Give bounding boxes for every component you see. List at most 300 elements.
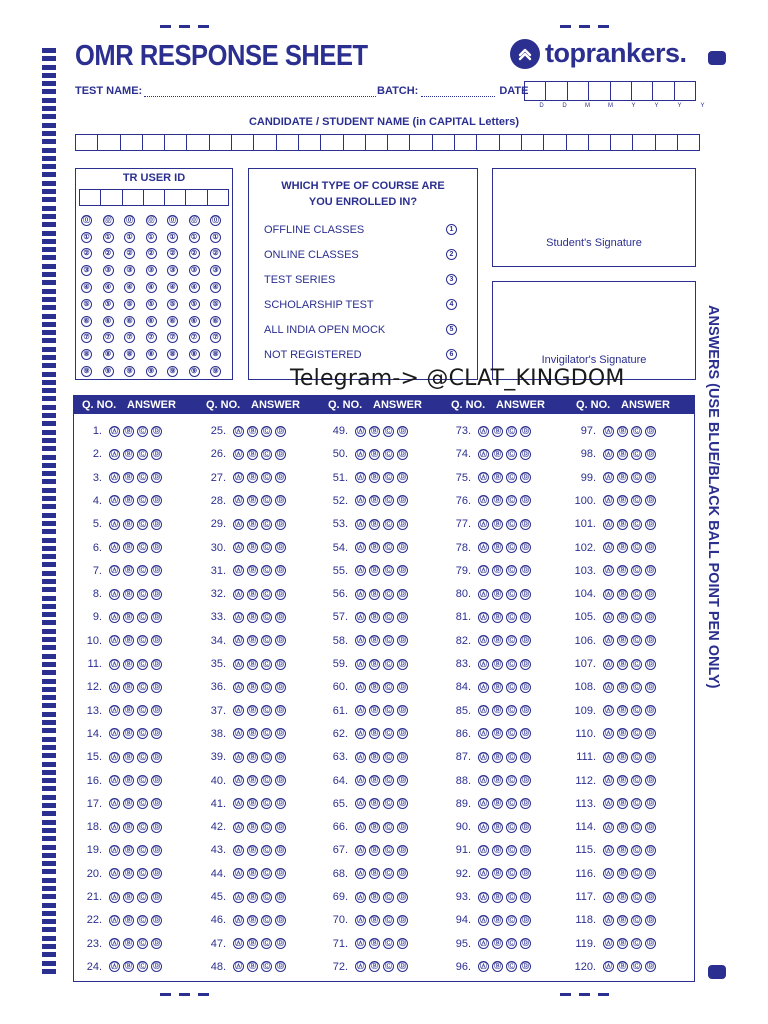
answer-bubble-d[interactable]: Ⓓ	[153, 520, 160, 528]
answer-bubble-d[interactable]: Ⓓ	[277, 567, 284, 575]
answer-bubble-a[interactable]: Ⓐ	[357, 916, 364, 924]
answer-bubble-c[interactable]: Ⓒ	[633, 567, 640, 575]
answer-bubble-c[interactable]: Ⓒ	[508, 520, 515, 528]
answer-bubble-a[interactable]: Ⓐ	[235, 613, 242, 621]
user-id-bubble[interactable]: ⑨	[189, 366, 200, 377]
answer-bubble-d[interactable]: Ⓓ	[647, 474, 654, 482]
answer-bubble-c[interactable]: Ⓒ	[139, 730, 146, 738]
answer-bubble-c[interactable]: Ⓒ	[508, 660, 515, 668]
answer-bubble-b[interactable]: Ⓑ	[619, 753, 626, 761]
user-id-bubble[interactable]: ⑨	[210, 366, 221, 377]
answer-bubble-b[interactable]: Ⓑ	[494, 963, 501, 971]
answer-bubble-b[interactable]: Ⓑ	[619, 613, 626, 621]
answer-bubble-a[interactable]: Ⓐ	[235, 660, 242, 668]
name-letter-box[interactable]	[455, 134, 477, 151]
user-id-bubble[interactable]: ④	[146, 282, 157, 293]
answer-bubble-d[interactable]: Ⓓ	[647, 916, 654, 924]
answer-bubble-b[interactable]: Ⓑ	[249, 753, 256, 761]
user-id-bubble[interactable]: ⑤	[124, 299, 135, 310]
answer-bubble-b[interactable]: Ⓑ	[371, 613, 378, 621]
answer-bubble-d[interactable]: Ⓓ	[399, 497, 406, 505]
user-id-bubble[interactable]: ②	[146, 248, 157, 259]
answer-bubble-a[interactable]: Ⓐ	[235, 707, 242, 715]
tr-user-id-bubbles[interactable]	[81, 212, 232, 380]
answer-bubble-a[interactable]: Ⓐ	[111, 707, 118, 715]
answer-bubble-c[interactable]: Ⓒ	[263, 753, 270, 761]
answer-bubble-d[interactable]: Ⓓ	[399, 846, 406, 854]
answer-bubble-a[interactable]: Ⓐ	[235, 683, 242, 691]
answer-bubble-c[interactable]: Ⓒ	[139, 637, 146, 645]
answer-bubble-b[interactable]: Ⓑ	[619, 963, 626, 971]
answer-bubble-b[interactable]: Ⓑ	[619, 474, 626, 482]
answer-bubble-b[interactable]: Ⓑ	[371, 637, 378, 645]
answer-bubble-b[interactable]: Ⓑ	[371, 870, 378, 878]
course-option[interactable]	[264, 249, 457, 261]
answer-bubble-d[interactable]: Ⓓ	[522, 846, 529, 854]
answer-bubble-b[interactable]: Ⓑ	[494, 613, 501, 621]
answer-bubble-a[interactable]: Ⓐ	[480, 870, 487, 878]
answer-bubble-c[interactable]: Ⓒ	[633, 427, 640, 435]
answer-bubble-a[interactable]: Ⓐ	[235, 730, 242, 738]
answer-bubble-b[interactable]: Ⓑ	[125, 893, 132, 901]
answer-bubble-d[interactable]: Ⓓ	[647, 730, 654, 738]
answer-bubble-d[interactable]: Ⓓ	[399, 870, 406, 878]
answer-bubble-b[interactable]: Ⓑ	[371, 916, 378, 924]
answer-bubble-b[interactable]: Ⓑ	[494, 660, 501, 668]
user-id-bubble[interactable]: ⑤	[81, 299, 92, 310]
answer-bubble-b[interactable]: Ⓑ	[619, 707, 626, 715]
answer-bubble-c[interactable]: Ⓒ	[633, 707, 640, 715]
answer-bubble-c[interactable]: Ⓒ	[633, 590, 640, 598]
user-id-bubble[interactable]: ⑨	[81, 366, 92, 377]
answer-bubble-b[interactable]: Ⓑ	[371, 544, 378, 551]
name-letter-box[interactable]	[366, 134, 388, 151]
course-option-bubble[interactable]: 4	[446, 299, 457, 310]
answer-bubble-a[interactable]: Ⓐ	[357, 544, 364, 551]
answer-bubble-c[interactable]: Ⓒ	[385, 940, 392, 948]
name-letter-box[interactable]	[410, 134, 432, 151]
answer-bubble-b[interactable]: Ⓑ	[494, 753, 501, 761]
answer-bubble-c[interactable]: Ⓒ	[633, 870, 640, 878]
answer-bubble-c[interactable]: Ⓒ	[633, 660, 640, 668]
answer-bubble-d[interactable]: Ⓓ	[277, 777, 284, 784]
answer-bubble-d[interactable]: Ⓓ	[522, 637, 529, 645]
answer-bubble-d[interactable]: Ⓓ	[522, 707, 529, 715]
answer-bubble-b[interactable]: Ⓑ	[494, 800, 501, 808]
answer-bubble-d[interactable]: Ⓓ	[647, 870, 654, 878]
name-letter-box[interactable]	[121, 134, 143, 151]
answer-bubble-d[interactable]: Ⓓ	[399, 753, 406, 761]
user-id-digit-box[interactable]	[101, 189, 122, 206]
answer-bubble-c[interactable]: Ⓒ	[385, 800, 392, 808]
answer-bubble-d[interactable]: Ⓓ	[153, 800, 160, 808]
answer-bubble-b[interactable]: Ⓑ	[249, 544, 256, 551]
answer-bubble-b[interactable]: Ⓑ	[371, 520, 378, 528]
date-boxes[interactable]	[524, 81, 696, 101]
answer-bubble-a[interactable]: Ⓐ	[605, 846, 612, 854]
answer-bubble-c[interactable]: Ⓒ	[263, 846, 270, 854]
answer-bubble-b[interactable]: Ⓑ	[619, 800, 626, 808]
answer-bubble-a[interactable]: Ⓐ	[480, 637, 487, 645]
answer-bubble-d[interactable]: Ⓓ	[647, 940, 654, 948]
answer-bubble-b[interactable]: Ⓑ	[249, 520, 256, 528]
user-id-bubble[interactable]: ⑥	[124, 316, 135, 327]
answer-bubble-d[interactable]: Ⓓ	[153, 450, 160, 458]
answer-bubble-c[interactable]: Ⓒ	[139, 544, 146, 551]
answer-bubble-c[interactable]: Ⓒ	[263, 800, 270, 808]
answer-bubble-b[interactable]: Ⓑ	[125, 683, 132, 691]
answer-bubble-b[interactable]: Ⓑ	[125, 730, 132, 738]
name-letter-box[interactable]	[656, 134, 678, 151]
date-box[interactable]	[525, 81, 546, 101]
answer-bubble-a[interactable]: Ⓐ	[480, 497, 487, 505]
answer-bubble-d[interactable]: Ⓓ	[647, 450, 654, 458]
answer-bubble-b[interactable]: Ⓑ	[371, 683, 378, 691]
answer-bubble-b[interactable]: Ⓑ	[125, 940, 132, 948]
user-id-bubble[interactable]: ①	[81, 232, 92, 243]
answer-bubble-b[interactable]: Ⓑ	[494, 916, 501, 924]
answer-bubble-a[interactable]: Ⓐ	[235, 800, 242, 808]
answer-bubble-a[interactable]: Ⓐ	[605, 683, 612, 691]
answer-bubble-c[interactable]: Ⓒ	[385, 893, 392, 901]
answer-bubble-b[interactable]: Ⓑ	[494, 870, 501, 878]
answer-bubble-b[interactable]: Ⓑ	[125, 800, 132, 808]
answer-bubble-b[interactable]: Ⓑ	[619, 427, 626, 435]
user-id-bubble[interactable]: ③	[210, 265, 221, 276]
candidate-name-boxes[interactable]	[75, 134, 700, 151]
answer-bubble-c[interactable]: Ⓒ	[508, 800, 515, 808]
answer-bubble-c[interactable]: Ⓒ	[633, 753, 640, 761]
answer-bubble-c[interactable]: Ⓒ	[139, 846, 146, 854]
answer-bubble-a[interactable]: Ⓐ	[357, 450, 364, 458]
answer-bubble-d[interactable]: Ⓓ	[399, 800, 406, 808]
course-option[interactable]	[264, 274, 457, 286]
answer-bubble-b[interactable]: Ⓑ	[619, 823, 626, 831]
user-id-bubble[interactable]: ⑧	[124, 349, 135, 360]
answer-bubble-c[interactable]: Ⓒ	[263, 544, 270, 551]
user-id-bubble[interactable]: ⑨	[124, 366, 135, 377]
answer-bubble-c[interactable]: Ⓒ	[263, 707, 270, 715]
answer-bubble-b[interactable]: Ⓑ	[249, 427, 256, 435]
answer-bubble-c[interactable]: Ⓒ	[633, 544, 640, 551]
user-id-bubble[interactable]: ⑧	[146, 349, 157, 360]
answer-bubble-d[interactable]: Ⓓ	[277, 753, 284, 761]
answer-bubble-a[interactable]: Ⓐ	[357, 520, 364, 528]
answer-bubble-d[interactable]: Ⓓ	[277, 613, 284, 621]
answer-bubble-d[interactable]: Ⓓ	[153, 730, 160, 738]
name-letter-box[interactable]	[321, 134, 343, 151]
user-id-bubble[interactable]: ⓪	[126, 216, 133, 224]
answer-bubble-b[interactable]: Ⓑ	[371, 660, 378, 668]
answer-bubble-b[interactable]: Ⓑ	[371, 730, 378, 738]
user-id-bubble[interactable]: ①	[146, 232, 157, 243]
user-id-bubble[interactable]: ⑧	[167, 349, 178, 360]
name-letter-box[interactable]	[232, 134, 254, 151]
answer-bubble-c[interactable]: Ⓒ	[263, 474, 270, 482]
answer-bubble-a[interactable]: Ⓐ	[235, 846, 242, 854]
answer-bubble-c[interactable]: Ⓒ	[508, 963, 515, 971]
answer-bubble-c[interactable]: Ⓒ	[508, 427, 515, 435]
answer-bubble-c[interactable]: Ⓒ	[633, 916, 640, 924]
answer-bubble-a[interactable]: Ⓐ	[605, 777, 612, 784]
answer-bubble-c[interactable]: Ⓒ	[385, 544, 392, 551]
answer-bubble-d[interactable]: Ⓓ	[153, 846, 160, 854]
answer-bubble-a[interactable]: Ⓐ	[480, 940, 487, 948]
answer-bubble-a[interactable]: Ⓐ	[357, 497, 364, 505]
answer-bubble-c[interactable]: Ⓒ	[508, 567, 515, 575]
answer-bubble-b[interactable]: Ⓑ	[125, 427, 132, 435]
answer-bubble-a[interactable]: Ⓐ	[480, 683, 487, 691]
answer-bubble-d[interactable]: Ⓓ	[277, 940, 284, 948]
answer-bubble-c[interactable]: Ⓒ	[385, 590, 392, 598]
answer-bubble-c[interactable]: Ⓒ	[139, 520, 146, 528]
answer-bubble-a[interactable]: Ⓐ	[111, 870, 118, 878]
user-id-bubble[interactable]: ⑨	[167, 366, 178, 377]
answer-bubble-a[interactable]: Ⓐ	[235, 520, 242, 528]
answer-bubble-a[interactable]: Ⓐ	[605, 916, 612, 924]
user-id-bubble[interactable]: ⑨	[103, 366, 114, 377]
answer-bubble-b[interactable]: Ⓑ	[619, 940, 626, 948]
answer-bubble-b[interactable]: Ⓑ	[125, 474, 132, 482]
answer-bubble-b[interactable]: Ⓑ	[619, 590, 626, 598]
date-box[interactable]	[675, 81, 696, 101]
answer-bubble-d[interactable]: Ⓓ	[647, 753, 654, 761]
tr-user-id-boxes[interactable]	[79, 189, 229, 206]
answer-bubble-a[interactable]: Ⓐ	[480, 450, 487, 458]
answer-bubble-d[interactable]: Ⓓ	[277, 800, 284, 808]
answer-bubble-b[interactable]: Ⓑ	[494, 450, 501, 458]
answer-bubble-a[interactable]: Ⓐ	[480, 474, 487, 482]
answer-bubble-c[interactable]: Ⓒ	[139, 893, 146, 901]
answer-bubble-b[interactable]: Ⓑ	[249, 660, 256, 668]
answer-bubble-a[interactable]: Ⓐ	[111, 613, 118, 621]
answer-bubble-a[interactable]: Ⓐ	[605, 707, 612, 715]
answer-bubble-a[interactable]: Ⓐ	[357, 707, 364, 715]
course-option-bubble[interactable]: 6	[446, 349, 457, 360]
answer-bubble-c[interactable]: Ⓒ	[508, 753, 515, 761]
answer-bubble-b[interactable]: Ⓑ	[125, 916, 132, 924]
answer-bubble-d[interactable]: Ⓓ	[522, 497, 529, 505]
user-id-bubble[interactable]: ④	[124, 282, 135, 293]
name-letter-box[interactable]	[143, 134, 165, 151]
answer-bubble-a[interactable]: Ⓐ	[357, 753, 364, 761]
answer-bubble-a[interactable]: Ⓐ	[605, 800, 612, 808]
answer-bubble-b[interactable]: Ⓑ	[125, 707, 132, 715]
answer-bubble-d[interactable]: Ⓓ	[399, 777, 406, 784]
answer-bubble-a[interactable]: Ⓐ	[111, 450, 118, 458]
answer-bubble-a[interactable]: Ⓐ	[605, 520, 612, 528]
user-id-bubble[interactable]: ⑤	[210, 299, 221, 310]
answer-bubble-a[interactable]: Ⓐ	[480, 660, 487, 668]
answer-bubble-c[interactable]: Ⓒ	[633, 846, 640, 854]
answer-bubble-d[interactable]: Ⓓ	[522, 730, 529, 738]
answer-bubble-a[interactable]: Ⓐ	[357, 613, 364, 621]
answer-bubble-c[interactable]: Ⓒ	[263, 683, 270, 691]
answer-bubble-d[interactable]: Ⓓ	[153, 637, 160, 645]
answer-bubble-b[interactable]: Ⓑ	[494, 823, 501, 831]
answer-bubble-b[interactable]: Ⓑ	[371, 940, 378, 948]
answer-bubble-d[interactable]: Ⓓ	[277, 823, 284, 831]
answer-bubble-b[interactable]: Ⓑ	[371, 497, 378, 505]
user-id-digit-box[interactable]	[144, 189, 165, 206]
answer-bubble-a[interactable]: Ⓐ	[235, 427, 242, 435]
answer-bubble-c[interactable]: Ⓒ	[139, 497, 146, 505]
answer-bubble-a[interactable]: Ⓐ	[480, 777, 487, 784]
answer-bubble-d[interactable]: Ⓓ	[399, 520, 406, 528]
answer-bubble-b[interactable]: Ⓑ	[371, 474, 378, 482]
user-id-bubble[interactable]: ②	[189, 248, 200, 259]
answer-bubble-a[interactable]: Ⓐ	[480, 590, 487, 598]
answer-bubble-b[interactable]: Ⓑ	[371, 567, 378, 575]
answer-bubble-b[interactable]: Ⓑ	[371, 846, 378, 854]
user-id-bubble[interactable]: ⑦	[124, 332, 135, 343]
answer-bubble-a[interactable]: Ⓐ	[480, 893, 487, 901]
user-id-bubble[interactable]: ⑤	[103, 299, 114, 310]
user-id-bubble[interactable]: ②	[167, 248, 178, 259]
answer-bubble-c[interactable]: Ⓒ	[633, 520, 640, 528]
answer-bubble-b[interactable]: Ⓑ	[619, 730, 626, 738]
answer-bubble-c[interactable]: Ⓒ	[263, 567, 270, 575]
user-id-bubble[interactable]: ⑥	[210, 316, 221, 327]
answer-bubble-b[interactable]: Ⓑ	[619, 450, 626, 458]
answer-bubble-a[interactable]: Ⓐ	[605, 637, 612, 645]
name-letter-box[interactable]	[76, 134, 98, 151]
answer-bubble-a[interactable]: Ⓐ	[605, 753, 612, 761]
answer-bubble-c[interactable]: Ⓒ	[263, 823, 270, 831]
answer-bubble-b[interactable]: Ⓑ	[619, 520, 626, 528]
answer-bubble-c[interactable]: Ⓒ	[139, 800, 146, 808]
answer-bubble-b[interactable]: Ⓑ	[249, 800, 256, 808]
answer-bubble-b[interactable]: Ⓑ	[619, 870, 626, 878]
user-id-bubble[interactable]: ⓪	[212, 216, 219, 224]
name-letter-box[interactable]	[567, 134, 589, 151]
answer-bubble-d[interactable]: Ⓓ	[399, 613, 406, 621]
user-id-bubble[interactable]: ⑨	[146, 366, 157, 377]
answer-bubble-b[interactable]: Ⓑ	[371, 753, 378, 761]
answer-bubble-a[interactable]: Ⓐ	[605, 963, 612, 971]
answer-bubble-d[interactable]: Ⓓ	[277, 683, 284, 691]
answer-bubble-b[interactable]: Ⓑ	[494, 707, 501, 715]
answer-bubble-c[interactable]: Ⓒ	[139, 450, 146, 458]
answer-bubble-a[interactable]: Ⓐ	[480, 520, 487, 528]
answer-bubble-a[interactable]: Ⓐ	[111, 777, 118, 784]
answer-bubble-c[interactable]: Ⓒ	[263, 637, 270, 645]
answer-bubble-d[interactable]: Ⓓ	[399, 450, 406, 458]
answer-bubble-a[interactable]: Ⓐ	[235, 544, 242, 551]
answer-bubble-d[interactable]: Ⓓ	[277, 707, 284, 715]
answer-bubble-c[interactable]: Ⓒ	[508, 544, 515, 551]
answer-bubble-c[interactable]: Ⓒ	[385, 846, 392, 854]
answer-bubble-b[interactable]: Ⓑ	[249, 707, 256, 715]
answer-bubble-c[interactable]: Ⓒ	[508, 777, 515, 784]
answer-bubble-c[interactable]: Ⓒ	[385, 613, 392, 621]
answer-bubble-a[interactable]: Ⓐ	[111, 730, 118, 738]
answer-bubble-b[interactable]: Ⓑ	[125, 637, 132, 645]
answer-bubble-a[interactable]: Ⓐ	[111, 683, 118, 691]
answer-bubble-d[interactable]: Ⓓ	[647, 567, 654, 575]
answer-bubble-b[interactable]: Ⓑ	[494, 497, 501, 505]
course-option-bubble[interactable]: 5	[446, 324, 457, 335]
answer-bubble-d[interactable]: Ⓓ	[399, 823, 406, 831]
answer-bubble-a[interactable]: Ⓐ	[111, 753, 118, 761]
answer-bubble-d[interactable]: Ⓓ	[647, 846, 654, 854]
user-id-bubble[interactable]: ⑧	[189, 349, 200, 360]
answer-bubble-b[interactable]: Ⓑ	[125, 753, 132, 761]
answer-bubble-b[interactable]: Ⓑ	[125, 823, 132, 831]
course-option[interactable]	[264, 224, 457, 236]
answer-bubble-b[interactable]: Ⓑ	[249, 590, 256, 598]
answer-bubble-c[interactable]: Ⓒ	[508, 846, 515, 854]
answer-bubble-b[interactable]: Ⓑ	[494, 590, 501, 598]
answer-bubble-a[interactable]: Ⓐ	[357, 846, 364, 854]
student-signature-box[interactable]	[492, 168, 696, 267]
answer-bubble-d[interactable]: Ⓓ	[522, 660, 529, 668]
answer-bubble-d[interactable]: Ⓓ	[399, 963, 406, 971]
answer-bubble-d[interactable]: Ⓓ	[647, 660, 654, 668]
answer-bubble-a[interactable]: Ⓐ	[357, 823, 364, 831]
answer-bubble-c[interactable]: Ⓒ	[385, 637, 392, 645]
answer-bubble-d[interactable]: Ⓓ	[647, 590, 654, 598]
answer-bubble-d[interactable]: Ⓓ	[522, 520, 529, 528]
answer-bubble-a[interactable]: Ⓐ	[111, 846, 118, 854]
answer-bubble-b[interactable]: Ⓑ	[494, 427, 501, 435]
answer-bubble-d[interactable]: Ⓓ	[277, 730, 284, 738]
date-box[interactable]	[611, 81, 632, 101]
answer-bubble-d[interactable]: Ⓓ	[647, 637, 654, 645]
answer-bubble-b[interactable]: Ⓑ	[619, 916, 626, 924]
answer-bubble-c[interactable]: Ⓒ	[385, 660, 392, 668]
answer-bubble-b[interactable]: Ⓑ	[125, 567, 132, 575]
name-letter-box[interactable]	[98, 134, 120, 151]
name-letter-box[interactable]	[477, 134, 499, 151]
answer-bubble-b[interactable]: Ⓑ	[125, 544, 132, 551]
answer-bubble-c[interactable]: Ⓒ	[263, 870, 270, 878]
answer-bubble-c[interactable]: Ⓒ	[633, 613, 640, 621]
answer-bubble-b[interactable]: Ⓑ	[125, 777, 132, 784]
answer-bubble-a[interactable]: Ⓐ	[480, 800, 487, 808]
answer-bubble-a[interactable]: Ⓐ	[357, 940, 364, 948]
answer-bubble-c[interactable]: Ⓒ	[139, 683, 146, 691]
answer-bubble-c[interactable]: Ⓒ	[633, 800, 640, 808]
user-id-digit-box[interactable]	[186, 189, 207, 206]
answer-bubble-d[interactable]: Ⓓ	[522, 753, 529, 761]
answer-bubble-c[interactable]: Ⓒ	[633, 963, 640, 971]
answer-bubble-b[interactable]: Ⓑ	[371, 707, 378, 715]
answer-bubble-d[interactable]: Ⓓ	[647, 544, 654, 551]
answer-bubble-c[interactable]: Ⓒ	[385, 870, 392, 878]
answer-bubble-c[interactable]: Ⓒ	[139, 823, 146, 831]
name-letter-box[interactable]	[187, 134, 209, 151]
user-id-bubble[interactable]: ①	[189, 232, 200, 243]
answer-bubble-b[interactable]: Ⓑ	[249, 893, 256, 901]
user-id-bubble[interactable]: ⓪	[147, 216, 155, 224]
user-id-bubble[interactable]: ⑦	[81, 332, 92, 343]
answer-bubble-a[interactable]: Ⓐ	[605, 730, 612, 738]
user-id-bubble[interactable]: ③	[146, 265, 157, 276]
user-id-digit-box[interactable]	[165, 189, 186, 206]
answer-bubble-d[interactable]: Ⓓ	[522, 823, 529, 831]
answer-bubble-a[interactable]: Ⓐ	[480, 427, 487, 435]
answer-bubble-a[interactable]: Ⓐ	[235, 916, 242, 924]
answer-bubble-d[interactable]: Ⓓ	[522, 963, 529, 971]
user-id-bubble[interactable]: ⓪	[83, 216, 90, 224]
answer-bubble-c[interactable]: Ⓒ	[508, 590, 515, 598]
answer-bubble-d[interactable]: Ⓓ	[647, 497, 654, 505]
answer-bubble-c[interactable]: Ⓒ	[263, 893, 270, 901]
answer-bubble-d[interactable]: Ⓓ	[399, 707, 406, 715]
answer-bubble-d[interactable]: Ⓓ	[399, 730, 406, 738]
answer-bubble-a[interactable]: Ⓐ	[235, 777, 242, 784]
